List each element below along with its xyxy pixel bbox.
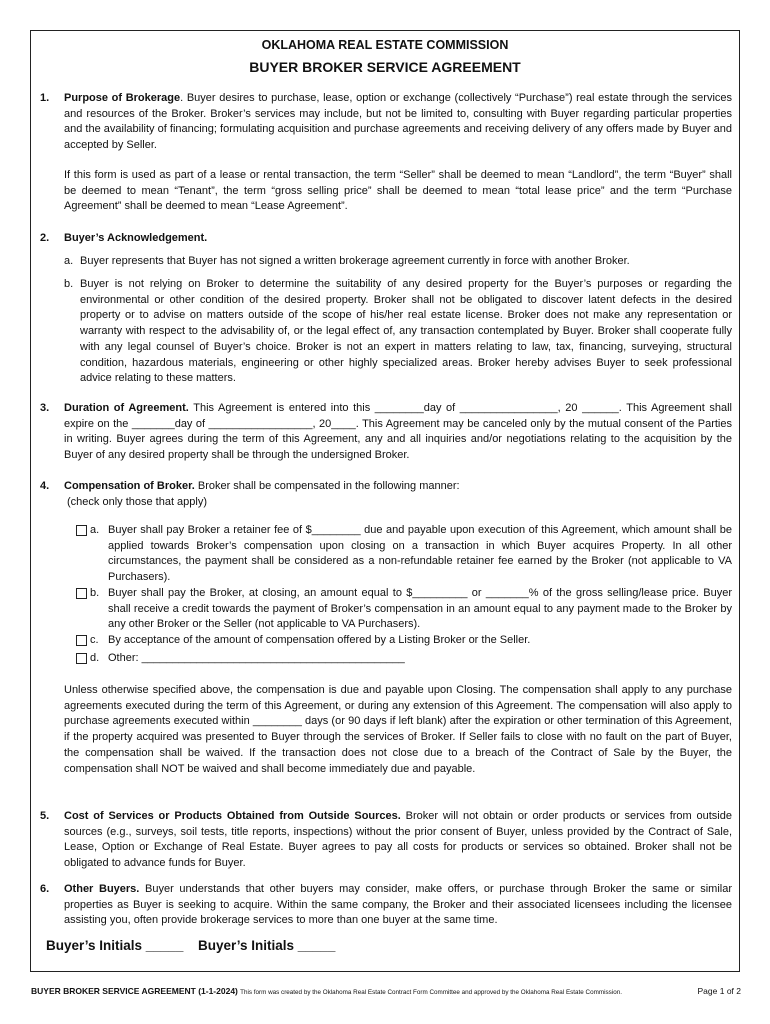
section-5-number: 5.: [40, 810, 50, 822]
footer-note: This form was created by the Oklahoma Real Estate Contract Form Committee and approved by the Oklahoma Real Estate Commission.: [240, 989, 622, 996]
option-d-text: Other: ___________________________________________: [108, 652, 405, 664]
section-3-body: This Agreement is entered into this ________day of ________________, 20 ______. This Agreement shall expire on the _______day of _________________, 20____. This Agreement may be canceled only by the mutual consent of the Parties in writing. Buyer agrees during the term of this Agreement, any and all inquiries and/or negotiations relating to the acquisition by the Buyer of any desired property shall be through the undersigned Broker.: [64, 402, 732, 462]
option-b-label: b.: [90, 587, 100, 599]
compensation-option-a: [76, 523, 732, 586]
section-3-heading: Duration of Agreement.: [64, 402, 189, 414]
commission-heading: OKLAHOMA REAL ESTATE COMMISSION: [261, 38, 509, 52]
section-4-check-note: (check only those that apply): [67, 496, 208, 508]
section-1-heading: Purpose of Brokerage: [64, 92, 181, 104]
compensation-option-d: [76, 651, 732, 667]
option-d-checkbox[interactable]: [76, 653, 87, 664]
section-6-body: Buyer understands that other buyers may consider, make offers, or purchase through Broker the same or similar properties as Buyer is seeking to acquire. Within the same company, the Broker and their associated licensees including the licensee assisting you, often provide brokerage services to more than one buyer at the same time.: [64, 883, 732, 927]
section-6-text: [64, 882, 732, 929]
item-a-text: Buyer represents that Buyer has not signed a written brokerage agreement currently in force with another Broker.: [80, 255, 630, 267]
item-b-text: Buyer is not relying on Broker to determine the suitability of any desired property for the Buyer’s purposes or regarding the environmental or other condition of the desired property. Broker shall not be obligated to discover latent defects in the desired property or to advise on matters outside of the scope of his/her real estate license. Broker does not make any representation or warranty with respect to the advisability of, or the legal effect of, any transaction contemplated by Buyer. Broker shall cooperate fully with any legal counsel of Buyer’s choice. Broker is not an expert in matters relating to law, tax, financing, surveying, structural condition, hazardous materials, engineering or other highly specialized areas. Broker hereby advises Buyer to seek professional advice relating to these matters.: [80, 278, 732, 385]
buyer-initials-2[interactable]: Buyer’s Initials _____: [198, 938, 336, 953]
section-2-item-b: [64, 277, 732, 387]
section-3-number: 3.: [40, 402, 50, 414]
section-3-text: [64, 401, 732, 464]
compensation-option-b: [76, 586, 732, 633]
section-4-number: 4.: [40, 480, 50, 492]
section-1-text: [64, 91, 732, 154]
option-c-checkbox[interactable]: [76, 635, 87, 646]
buyer-initials-1[interactable]: Buyer’s Initials _____: [46, 938, 184, 953]
section-6-heading: Other Buyers.: [64, 883, 140, 895]
document-title: BUYER BROKER SERVICE AGREEMENT: [249, 59, 521, 75]
option-b-checkbox[interactable]: [76, 588, 87, 599]
footer-page-number: Page 1 of 2: [697, 986, 741, 996]
compensation-option-c: [76, 633, 732, 649]
section-1-lease-note: If this form is used as part of a lease or rental transaction, the term “Seller” shall be deemed to mean “Landlord”, the term “Buyer” shall be deemed to mean “Tenant”, the term “gross selling price” shall be deemed to mean “total lease price” and the term “Purchase Agreement” shall be deemed to mean “Lease Agreement”.: [64, 169, 732, 213]
section-2-text: [64, 231, 732, 247]
option-b-text: Buyer shall pay the Broker, at closing, an amount equal to $_________ or _______% of the gross selling/lease price. Buyer shall receive a credit towards the payment of Broker’s compensation in an amount equal to any payment made to the Broker by any other Broker or the Seller (not applicable to VA Purchasers).: [108, 587, 732, 631]
section-2-number: 2.: [40, 232, 50, 244]
option-a-text: Buyer shall pay Broker a retainer fee of $________ due and payable upon execution of this Agreement, which amount shall be applied towards Broker’s compensation upon closing on a transaction in which Buyer acquires Property. In all other circumstances, the payment shall be considered as a non-refundable retainer fee earned by the Broker (not applicable to VA Purchasers).: [108, 524, 732, 584]
section-5-text: [64, 809, 732, 872]
section-5-body: Broker will not obtain or order products or services from outside sources (e.g., surveys, soil tests, title reports, inspections) without the prior consent of Buyer, unless provided by the Contract of Sale, Lease, Option or Exchange of Real Estate. Buyer agrees to pay all costs for products or services so obtained. Broker shall not be obligated to advance funds for Buyer.: [64, 810, 732, 870]
section-6-number: 6.: [40, 883, 50, 895]
option-c-label: c.: [90, 634, 99, 646]
page-footer: [31, 986, 743, 996]
footer-form-name: BUYER BROKER SERVICE AGREEMENT (1-1-2024): [31, 986, 238, 996]
option-d-label: d.: [90, 652, 100, 664]
section-2-item-a: [64, 254, 732, 270]
item-a-label: a.: [64, 255, 74, 267]
section-5-heading: Cost of Services or Products Obtained from Outside Sources.: [64, 810, 401, 822]
item-b-label: b.: [64, 278, 74, 290]
section-4-body: Broker shall be compensated in the following manner:: [194, 480, 460, 492]
option-a-label: a.: [90, 524, 100, 536]
section-1-body: . Buyer desires to purchase, lease, option or exchange (collectively “Purchase”) real estate through the services and resources of the Broker. Broker’s services may include, but not be limited to, consulting with Buyer regarding particular properties and the availability of financing; formulating acquisition and purchase agreements and receiving delivery of any offers made by Buyer and accepted by Seller.: [64, 92, 733, 152]
option-c-text: By acceptance of the amount of compensation offered by a Listing Broker or the Seller.: [108, 634, 531, 646]
section-1-number: 1.: [40, 92, 50, 104]
option-a-checkbox[interactable]: [76, 525, 87, 536]
section-2-heading: Buyer’s Acknowledgement.: [64, 232, 208, 244]
section-4-text: [64, 479, 732, 495]
section-4-heading: Compensation of Broker.: [64, 480, 195, 492]
section-4-closing: Unless otherwise specified above, the compensation is due and payable upon Closing. The compensation shall apply to any purchase agreements executed during the term of this Agreement, or during any extension of this Agreement. The compensation will also apply to purchase agreements executed within ________ days (or 90 days if left blank) after the expiration or other termination of this Agreement, if the property acquired was presented to Buyer through the services of Broker. If Seller fails to close with no fault on the part of Buyer, the compensation shall be waived. If the transaction does not close due to a breach of the Contract of Sale by the Buyer, the compensation shall NOT be waived and shall become immediately due and payable.: [64, 684, 732, 775]
